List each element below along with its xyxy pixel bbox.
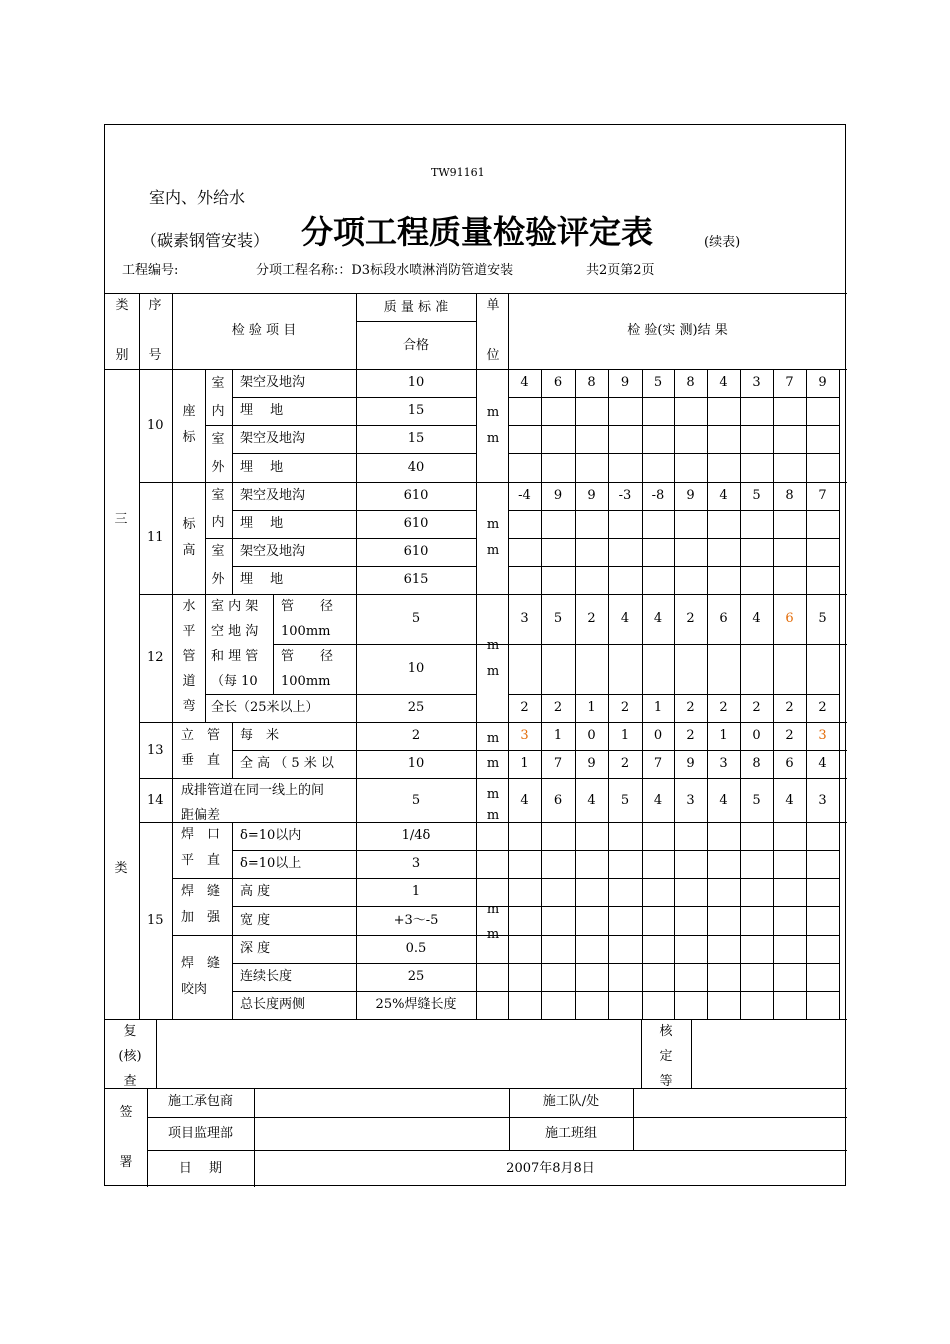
rule-h [508,538,839,539]
result-value: 9 [686,488,695,503]
cell-text: 标 [182,430,196,445]
cell-text: 类 [115,298,129,313]
result-value: 0 [752,728,761,743]
heading-line1: 室内、外给水 [149,188,246,207]
result-value: 4 [587,793,596,808]
cell-text: 高 [182,543,196,558]
standard-value: 15 [407,403,425,418]
header-standard: 质 量 标 准 [383,300,449,315]
result-value: 5 [620,793,630,808]
result-value: 4 [785,793,794,808]
cell-text: 管 [182,649,196,664]
result-value: 8 [686,375,695,390]
project-no-label: 工程编号: [122,263,179,278]
result-value: 1 [719,728,728,743]
sub-item: 宽 度 [240,913,271,928]
rule-v [674,822,675,1019]
rule-v [740,822,741,1019]
result-value: -3 [618,488,632,503]
date-label: 日 期 [178,1161,223,1176]
result-value: 1 [520,756,529,771]
sub-item: 埋 地 [240,460,284,475]
sub-item: 全 高 （ 5 米 以 [240,756,334,771]
cell-text: m [486,517,500,532]
rule-h [356,321,476,322]
standard-value: 610 [403,488,429,503]
rule-v [232,822,233,1019]
rule-h [105,1019,847,1020]
rule-v [172,482,173,594]
rule-h [508,397,839,398]
standard-value: 10 [407,756,425,771]
serial-no: 15 [147,913,164,928]
rule-v [172,778,173,822]
rule-v [773,822,774,1019]
sub-group: 空 地 沟 [211,624,259,639]
rule-v [476,293,477,369]
result-value: 5 [752,488,761,503]
rule-h [205,694,476,695]
result-value: 2 [520,700,529,715]
rule-h [147,1150,847,1151]
sub-item: 深 度 [240,941,271,956]
sub-item: 连续长度 [240,969,293,984]
standard-value: 2 [411,728,421,743]
cell-text: 别 [115,348,129,363]
standard-value: +3～-5 [393,913,439,928]
result-value: 1 [620,728,630,743]
rule-h [232,850,839,851]
rule-h [147,1117,847,1118]
result-value: 5 [818,611,827,626]
sub-group: 立 管 [181,728,221,743]
result-value: 9 [686,756,695,771]
sub-group: 焊 缝 [181,884,221,899]
sub-item: 距偏差 [181,808,221,823]
result-value: 9 [587,756,596,771]
cell-text: 序 [148,298,162,313]
rule-h [232,397,476,398]
result-value: 2 [686,728,695,743]
sub-group: 咬肉 [181,982,208,997]
result-value: 2 [620,756,630,771]
standard-value: 615 [403,572,429,587]
result-value: -8 [651,488,665,503]
rule-v [172,594,173,722]
standard-value: 5 [411,611,421,626]
rule-h [232,991,839,992]
cell-text: m [486,405,500,420]
rule-h [232,425,476,426]
rule-h [232,750,847,751]
rule-h [232,878,839,879]
result-value: 0 [653,728,663,743]
rule-v [172,722,173,778]
standard-value: 610 [403,544,429,559]
sub-item: δ=10以内 [240,828,302,843]
standard-value: 25 [407,969,425,984]
result-value: 3 [520,611,529,626]
cell-text: m [486,431,500,446]
header-result: 检 验(实 测)结 果 [627,323,728,338]
sub-item: 架空及地沟 [240,431,306,446]
sub-group: 平 直 [181,853,221,868]
rule-v [139,293,140,1019]
sub-group: （每 10 [211,674,258,689]
rule-h [508,510,839,511]
sub-group: 和 埋 管 [211,649,259,664]
rule-v [839,369,840,1019]
result-value: 4 [520,793,529,808]
sub-item: 管 径 [281,649,334,664]
result-value: 1 [553,728,563,743]
result-value: 8 [587,375,596,390]
standard-value: 3 [411,856,421,871]
result-value: 2 [587,611,596,626]
result-value: 9 [553,488,563,503]
rule-v [642,822,643,1019]
header-item: 检 验 项 目 [231,323,297,338]
rule-h [232,906,839,907]
standard-value: 25%焊缝长度 [375,997,457,1012]
subproject-name: 分项工程名称:：D3标段水喷淋消防管道安装 [256,263,514,278]
rule-h [105,293,847,294]
result-value: 3 [719,756,728,771]
standard-value: 1 [411,884,421,899]
cell-text: 室 [211,488,225,503]
result-value: 2 [686,611,695,626]
sub-item: 100mm [281,624,331,639]
cell-text: m [486,787,500,802]
sub-item: 埋 地 [240,403,284,418]
result-value: 4 [719,488,728,503]
result-value: 7 [553,756,563,771]
rule-h [172,935,232,936]
cell-text: 位 [486,348,500,363]
rule-v [541,822,542,1019]
sub-item: 架空及地沟 [240,488,306,503]
rule-h [232,963,839,964]
rule-h [232,510,476,511]
sub-item: 高 度 [240,884,271,899]
result-value: 6 [785,756,794,771]
standard-value: 5 [411,793,421,808]
result-value: 4 [719,375,728,390]
serial-no: 14 [147,793,164,808]
cell-text: 水 [182,599,196,614]
sub-item: 架空及地沟 [240,544,306,559]
cell-text: 室 [211,432,225,447]
sub-item: 成排管道在同一线上的间 [181,783,325,798]
serial-no: 11 [147,530,164,545]
standard-value: 15 [407,431,425,446]
rule-h [232,935,839,936]
cell-text: 内 [211,404,225,419]
result-value: 4 [719,793,728,808]
form-code: TW91161 [431,166,485,179]
result-value: 1 [653,700,663,715]
result-value: 2 [818,700,827,715]
rule-h [172,878,232,879]
result-value: 6 [719,611,728,626]
rule-v [707,822,708,1019]
result-value: 4 [752,611,761,626]
rule-v [172,822,173,1019]
cell-text: m [486,543,500,558]
team-label: 施工队/处 [542,1094,600,1109]
rule-h [232,453,476,454]
sign-date: 2007年8月8日 [506,1161,595,1176]
cell-text: 内 [211,515,225,530]
result-value: 9 [620,375,630,390]
rule-h [232,538,476,539]
cell-text: 室 [211,376,225,391]
cell-text: 座 [182,404,196,419]
cell-text: 弯 [182,699,196,714]
result-value: 3 [686,793,695,808]
rule-v [608,822,609,1019]
result-value: 4 [818,756,827,771]
result-value: 7 [818,488,827,503]
rule-v [205,594,206,722]
result-value: 1 [587,700,596,715]
standard-value: 40 [407,460,425,475]
rule-v [575,822,576,1019]
rule-v [156,1019,157,1088]
cell-text: m [486,927,500,942]
serial-no: 13 [147,743,164,758]
verify-label: 定 [659,1049,673,1064]
page-count: 共2页第2页 [586,263,655,278]
result-value: 4 [653,611,663,626]
rule-v [806,822,807,1019]
result-value: 5 [553,611,563,626]
result-value: 7 [653,756,663,771]
sub-group: 焊 口 [181,827,221,842]
result-value: 7 [785,375,794,390]
result-value: -4 [518,488,531,503]
review-label: (核) [118,1049,142,1064]
cell-text: 标 [182,517,196,532]
result-value: 0 [587,728,596,743]
result-value: 5 [653,375,663,390]
result-value: 6 [553,793,563,808]
cell-text: m [486,664,500,679]
sub-group: 室 内 架 [211,599,259,614]
header-qualified: 合格 [402,338,429,353]
title-cont: (续表) [704,235,741,250]
crew-label: 施工班组 [544,1126,597,1141]
result-value: 4 [653,793,663,808]
result-value: 2 [686,700,695,715]
sub-item: 管 径 [281,599,334,614]
sub-item: 埋 地 [240,516,284,531]
sub-item: 每 米 [240,728,280,743]
heading-line2: （碳素钢管安装） [141,231,270,250]
result-value: 2 [719,700,728,715]
result-value: 4 [620,611,630,626]
sub-item: 埋 地 [240,572,284,587]
result-value: 2 [752,700,761,715]
review-label: 复 [123,1024,137,1039]
rule-v [476,822,477,1019]
result-value: 3 [818,728,827,743]
result-value: 2 [785,728,794,743]
standard-value: 10 [407,375,425,390]
rule-h [508,453,839,454]
rule-h [508,694,839,695]
rule-h [105,1088,847,1089]
result-value: 3 [752,375,761,390]
sub-group: 垂 直 [181,753,221,768]
sub-group: 焊 缝 [181,956,221,971]
result-value: 2 [553,700,563,715]
sub-item: 100mm [281,674,331,689]
cell-text: 室 [211,544,225,559]
sub-item: 架空及地沟 [240,375,306,390]
result-value: 2 [785,700,794,715]
result-value: 6 [785,611,794,626]
result-value: 8 [785,488,794,503]
rule-v [476,369,477,482]
standard-value: 10 [407,661,425,676]
result-value: 9 [587,488,596,503]
standard-value: 0.5 [405,941,427,956]
sign-label: 签 [119,1105,133,1120]
rule-v [476,482,477,594]
supervisor-label: 项目监理部 [167,1126,233,1141]
sub-item: 全长（25米以上） [211,700,319,715]
cell-text: m [486,731,500,746]
sub-item: δ=10以上 [240,856,302,871]
result-value: 6 [553,375,563,390]
contractor-label: 施工承包商 [167,1094,233,1109]
category-label: 三 [114,512,128,527]
result-value: 5 [752,793,761,808]
cell-text: 单 [486,298,500,313]
form-title: 分项工程质量检验评定表 [301,213,654,251]
cell-text: 号 [148,348,162,363]
rule-v [641,1019,642,1088]
cell-text: m [486,902,500,917]
rule-v [691,1019,692,1088]
sub-group: 加 强 [181,910,221,925]
cell-text: m [486,808,500,823]
cell-text: m [486,756,500,771]
rule-v [172,369,173,482]
sub-item: 总长度两侧 [240,997,306,1012]
result-value: 8 [752,756,761,771]
result-value: 2 [620,700,630,715]
rule-v [508,822,509,1019]
rule-v [476,594,477,722]
cell-text: m [486,638,500,653]
cell-text: 外 [211,572,225,587]
review-label: 查 [123,1074,137,1089]
rule-h [508,425,839,426]
serial-no: 12 [147,650,164,665]
verify-label: 等 [659,1074,673,1089]
standard-value: 610 [403,516,429,531]
verify-label: 核 [659,1024,673,1039]
result-value: 4 [520,375,529,390]
rule-h [232,566,476,567]
cell-text: 外 [211,460,225,475]
result-value: 9 [818,375,827,390]
rule-v [633,1088,634,1150]
rule-h [508,566,839,567]
serial-no: 10 [147,418,164,433]
cell-text: 道 [182,674,196,689]
rule-h [508,644,839,645]
standard-value: 1/4δ [401,828,431,843]
category-label: 类 [114,861,128,876]
cell-text: 平 [182,624,196,639]
sign-label: 署 [119,1155,133,1170]
evaluation-form [104,124,846,1186]
standard-value: 25 [407,700,425,715]
result-value: 3 [818,793,827,808]
rule-v [476,778,477,822]
result-value: 3 [520,728,529,743]
